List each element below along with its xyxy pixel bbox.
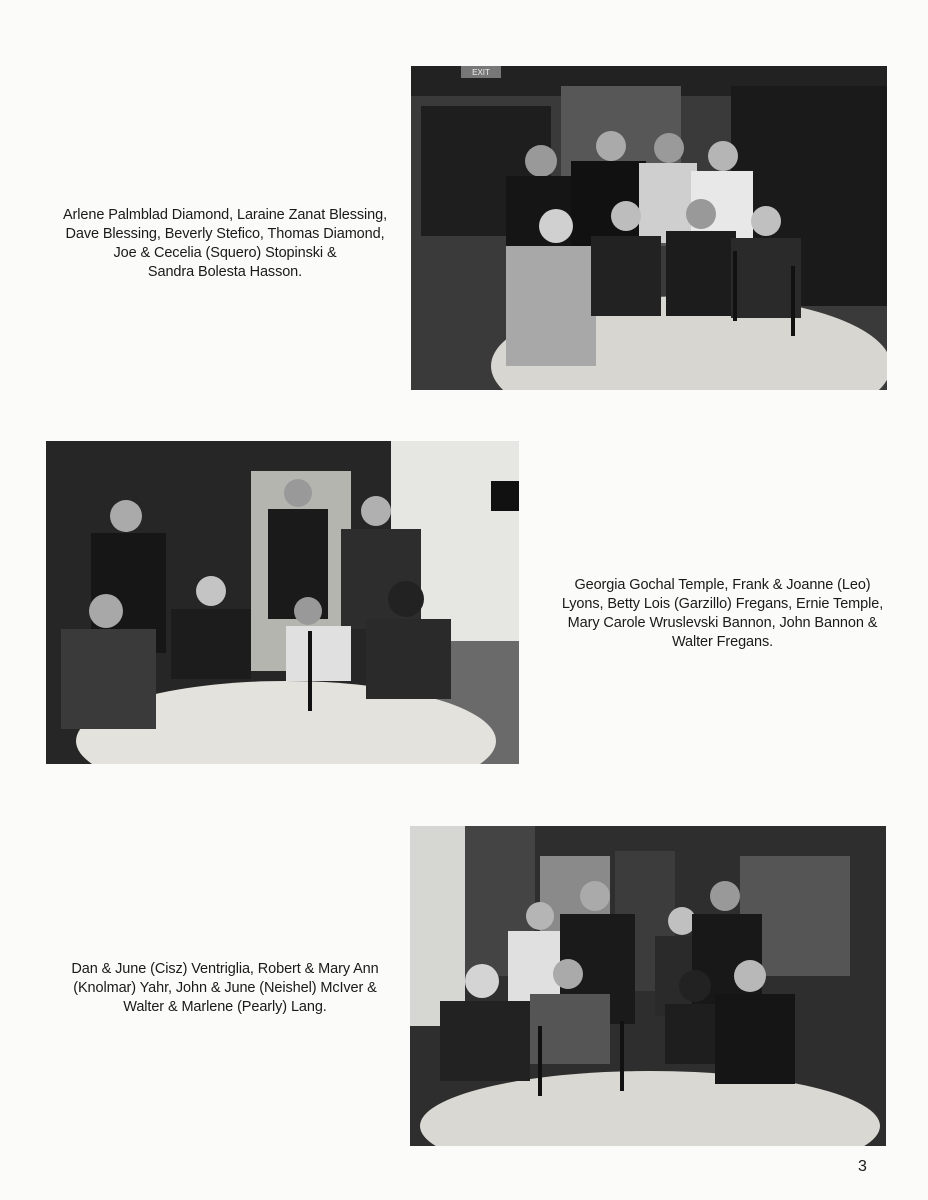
caption-line: Walter Fregans. (671, 634, 774, 650)
photo-reunion-table-1 (411, 66, 887, 390)
caption-line: Arlene Palmblad Diamond, Laraine Zanat Blessing, (62, 207, 388, 223)
page-number: 3 (858, 1158, 867, 1175)
photo-2-caption (530, 576, 915, 652)
photo-1-caption (40, 206, 410, 282)
caption-line: (Knolmar) Yahr, John & June (Neishel) McIver & (73, 980, 377, 996)
caption-line: Dan & June (Cisz) Ventriglia, Robert & Mary Ann (71, 961, 379, 977)
photo-reunion-table-3 (410, 826, 886, 1146)
caption-line: Georgia Gochal Temple, Frank & Joanne (Leo) (574, 577, 871, 593)
caption-line: Walter & Marlene (Pearly) Lang. (123, 999, 327, 1015)
photo-3-caption (40, 960, 410, 1017)
caption-line: Mary Carole Wruslevski Bannon, John Bannon & (567, 615, 878, 631)
photo-reunion-table-2 (46, 441, 519, 764)
caption-line: Lyons, Betty Lois (Garzillo) Fregans, Ernie Temple, (561, 596, 884, 612)
caption-line: Dave Blessing, Beverly Stefico, Thomas Diamond, (65, 226, 385, 242)
exit-sign-text: EXIT (472, 68, 490, 77)
caption-line: Sandra Bolesta Hasson. (147, 264, 303, 280)
caption-line: Joe & Cecelia (Squero) Stopinski & (113, 245, 337, 261)
